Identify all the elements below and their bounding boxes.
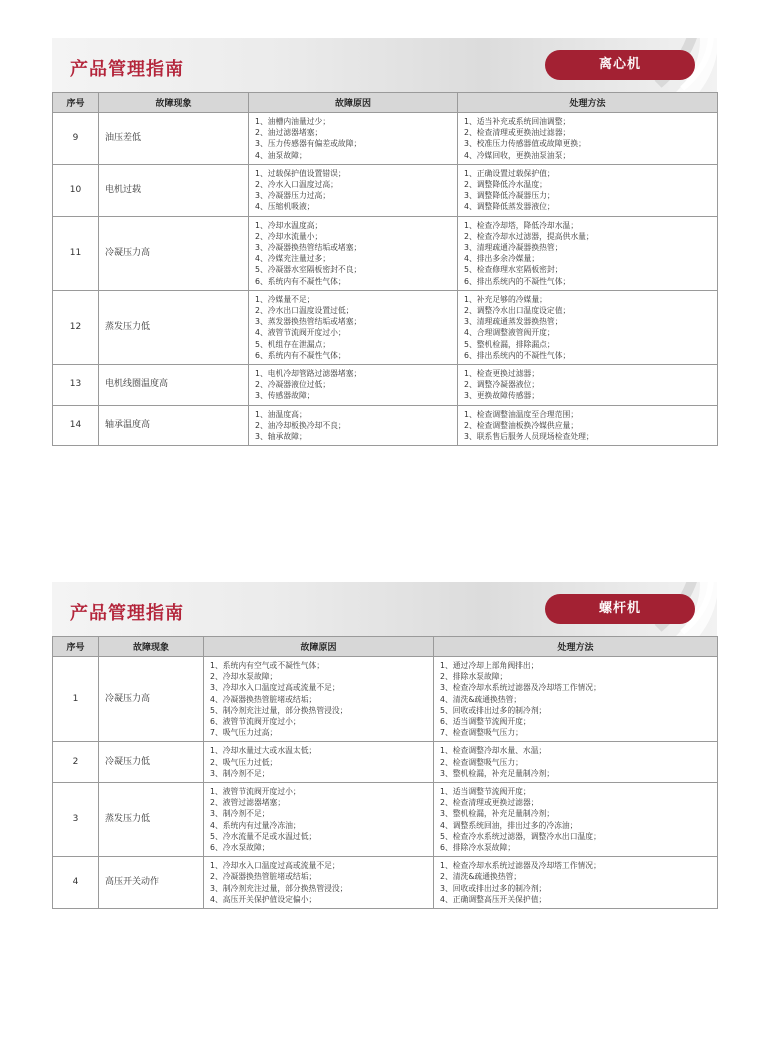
solution-item: 2、调整冷水出口温度设定值； [464,306,571,316]
fault-cause-item: 6、系统内有不凝性气体； [255,276,346,286]
fault-cause-item: 4、压缩机吸液； [255,202,315,212]
table-row [53,216,718,290]
solution-item: 3、清理疏通蒸发器换热管； [464,317,563,327]
solution-item: 1、检查调整油温度至合理范围； [464,409,579,419]
table-row [53,405,718,446]
fault-cause-item: 3、冷却水入口温度过高或流量不足； [210,683,340,693]
fault-cause-item: 6、系统内有不凝性气体； [255,350,346,360]
solution-item: 2、调整冷凝器液位； [464,380,540,390]
fault-cause-item: 3、轴承故障； [255,432,307,442]
solution-cell [458,164,718,216]
fault-cause-item: 4、液管节流阀开度过小； [255,328,346,338]
row-number: 1 [53,657,99,742]
fault-cause-cell [249,290,458,364]
table-row [53,857,718,909]
banner-title: 产品管理指南 [70,59,184,80]
row-number: 4 [53,857,99,909]
fault-cause-item: 3、蒸发器换热管结垢或堵塞； [255,317,362,327]
row-number: 9 [53,113,99,165]
solution-item: 1、检查更换过滤器； [464,369,540,379]
row-number: 12 [53,290,99,364]
fault-cause-item: 3、冷凝器压力过高； [255,191,331,201]
solution-item: 3、清理疏通冷凝器换热管； [464,243,563,253]
table-header-row [53,93,718,113]
solution-item: 2、调整降低冷水温度； [464,180,547,190]
fault-cause-item: 1、液管节流阀开度过小； [210,787,301,797]
row-number: 3 [53,783,99,857]
solution-item: 1、通过冷却上部角阀排出； [440,661,539,670]
fault-cause-item: 1、冷媒量不足； [255,294,315,304]
header-cause: 故障原因 [249,93,458,113]
fault-cause-item: 1、过载保护值设置错误； [255,168,346,178]
fault-symptom: 冷凝压力高 [99,216,249,290]
solution-item: 1、适当调整节流阀开度； [440,787,531,797]
solution-cell [434,742,718,783]
solution-item: 3、联系售后服务人员现场检查处理； [464,432,594,442]
solution-item: 1、检查调整冷却水量、水温； [440,746,547,756]
solution-cell [458,216,718,290]
solution-item: 1、正确设置过载保护值； [464,168,555,178]
fault-symptom: 电机过载 [99,164,249,216]
fault-cause-item: 4、系统内有过量冷冻油； [210,820,301,830]
table-row [53,290,718,364]
solution-item: 3、调整降低冷凝器压力； [464,191,555,201]
fault-cause-item: 3、传感器故障； [255,391,315,401]
solution-cell [434,857,718,909]
solution-item: 2、检查清理或更换过滤器； [440,798,539,808]
fault-cause-item: 1、冷却水量过大或水温太低； [210,746,317,756]
table-row [53,113,718,165]
solution-item: 1、补充足够的冷媒量； [464,294,547,304]
fault-symptom: 轴承温度高 [99,405,249,446]
solution-item: 2、清洗&疏通换热管； [440,872,522,882]
fault-cause-item: 2、液管过滤器堵塞； [210,798,286,808]
fault-cause-item: 4、冷媒充注量过多； [255,254,331,264]
row-number: 2 [53,742,99,783]
section-centrifugal [52,38,717,446]
fault-table [52,92,718,446]
table-row [53,657,718,742]
fault-symptom: 电机线圈温度高 [99,365,249,406]
fault-cause-item: 7、吸气压力过高； [210,728,278,738]
solution-item: 1、检查冷却塔，降低冷却水温； [464,220,579,230]
fault-cause-item: 2、冷凝器液位过低； [255,380,331,390]
fault-cause-item: 6、液管节流阀开度过小； [210,717,301,727]
row-number: 14 [53,405,99,446]
fault-cause-item: 3、冷凝器换热管结垢或堵塞； [255,243,362,253]
solution-item: 5、检查冷水系统过滤器，调整冷水出口温度； [440,831,601,841]
solution-item: 7、检查调整吸气压力； [440,728,523,738]
fault-cause-item: 1、电机冷却管路过滤器堵塞； [255,369,362,379]
header-solution: 处理方法 [458,93,718,113]
fault-cause-item: 4、高压开关保护值设定偏小； [210,894,317,904]
solution-item: 3、整机检漏，补充足量制冷剂； [440,809,555,819]
solution-item: 2、排除水泵故障； [440,672,508,682]
header-symptom: 故障现象 [99,93,249,113]
solution-item: 4、调整降低蒸发器液位； [464,202,555,212]
fault-cause-cell [204,742,434,783]
fault-symptom: 高压开关动作 [99,857,204,909]
solution-item: 3、检查冷却水系统过滤器及冷却塔工作情况； [440,683,601,693]
fault-cause-item: 3、制冷剂不足； [210,809,270,819]
solution-item: 3、整机检漏，补充足量制冷剂； [440,768,555,778]
fault-table [52,636,718,909]
table-row [53,783,718,857]
solution-item: 6、排除冷水泵故障； [440,843,516,853]
section-screw [52,582,717,909]
fault-cause-cell [249,216,458,290]
fault-cause-item: 1、系统内有空气或不凝性气体； [210,661,325,670]
solution-item: 3、更换故障传感器； [464,391,540,401]
fault-cause-item: 5、冷凝器水室隔板密封不良； [255,265,362,275]
row-number: 10 [53,164,99,216]
row-number: 11 [53,216,99,290]
header-symptom: 故障现象 [99,637,204,657]
fault-symptom: 蒸发压力低 [99,290,249,364]
fault-cause-item: 2、冷凝器换热管脏堵或结垢； [210,872,317,882]
solution-item: 4、合理调整液管阀开度； [464,328,555,338]
banner [52,38,717,92]
table-row [53,365,718,406]
solution-item: 6、排出系统内的不凝性气体； [464,276,571,286]
solution-item: 4、排出多余冷媒量； [464,254,540,264]
fault-symptom: 冷凝压力高 [99,657,204,742]
fault-cause-item: 1、油槽内油量过少； [255,117,331,126]
banner [52,582,717,636]
row-number: 13 [53,365,99,406]
fault-cause-item: 6、冷水泵故障； [210,843,270,853]
solution-item: 3、校准压力传感器值或故障更换； [464,139,586,149]
fault-cause-item: 1、油温度高； [255,409,307,419]
fault-cause-item: 5、冷水流量不足或水温过低； [210,831,317,841]
category-badge: 离心机 [545,50,695,80]
fault-cause-item: 1、冷却水入口温度过高或流量不足； [210,861,340,871]
fault-cause-cell [249,405,458,446]
fault-cause-item: 2、吸气压力过低； [210,757,278,767]
fault-cause-item: 2、冷却水流量小； [255,231,323,241]
fault-cause-item: 2、油过滤器堵塞； [255,128,323,138]
solution-item: 2、检查清理或更换油过滤器； [464,128,571,138]
solution-cell [458,365,718,406]
fault-cause-item: 5、制冷剂充注过量，部分换热管浸没； [210,705,348,715]
solution-item: 4、正确调整高压开关保护值； [440,894,547,904]
fault-cause-item: 4、冷凝器换热管脏堵或结垢； [210,694,317,704]
solution-cell [434,657,718,742]
header-solution: 处理方法 [434,637,718,657]
fault-cause-cell [249,164,458,216]
solution-item: 6、适当调整节流阀开度； [440,717,531,727]
fault-cause-cell [249,365,458,406]
fault-cause-cell [204,783,434,857]
solution-item: 5、检查修理水室隔板密封； [464,265,563,275]
solution-item: 5、整机检漏，排除漏点； [464,339,555,349]
fault-cause-cell [249,113,458,165]
fault-cause-item: 3、压力传感器有偏差或故障； [255,139,362,149]
solution-item: 3、回收或排出过多的制冷剂； [440,883,547,893]
solution-item: 4、冷媒回收，更换油泵油泵； [464,150,571,160]
solution-item: 1、检查冷却水系统过滤器及冷却塔工作情况； [440,861,601,871]
solution-cell [458,405,718,446]
fault-symptom: 冷凝压力低 [99,742,204,783]
fault-cause-item: 2、油冷却板换冷却不良； [255,420,346,430]
fault-cause-item: 2、冷却水泵故障； [210,672,278,682]
header-cause: 故障原因 [204,637,434,657]
table-header-row [53,637,718,657]
solution-cell [458,290,718,364]
table-row [53,164,718,216]
fault-cause-item: 5、机组存在泄漏点； [255,339,331,349]
fault-cause-item: 3、制冷剂不足； [210,768,270,778]
header-no: 序号 [53,93,99,113]
solution-item: 6、排出系统内的不凝性气体； [464,350,571,360]
fault-cause-item: 3、制冷剂充注过量，部分换热管浸没； [210,883,348,893]
solution-item: 2、检查调整油板换冷媒供应量； [464,420,579,430]
fault-cause-cell [204,657,434,742]
banner-title: 产品管理指南 [70,603,184,624]
solution-item: 5、回收或排出过多的制冷剂； [440,705,547,715]
table-row [53,742,718,783]
category-badge: 螺杆机 [545,594,695,624]
solution-cell [434,783,718,857]
solution-item: 4、清洗&疏通换热管； [440,694,522,704]
fault-symptom: 蒸发压力低 [99,783,204,857]
header-no: 序号 [53,637,99,657]
solution-item: 2、检查冷却水过滤器，提高供水量； [464,231,594,241]
fault-cause-cell [204,857,434,909]
solution-cell [458,113,718,165]
solution-item: 2、检查调整吸气压力； [440,757,523,767]
fault-symptom: 油压差低 [99,113,249,165]
solution-item: 1、适当补充或系统回油调整； [464,117,571,126]
solution-item: 4、调整系统回油，排出过多的冷冻油； [440,820,578,830]
fault-cause-item: 2、冷水出口温度设置过低； [255,306,354,316]
fault-cause-item: 2、冷水入口温度过高； [255,180,338,190]
fault-cause-item: 4、油泵故障； [255,150,307,160]
fault-cause-item: 1、冷却水温度高； [255,220,323,230]
